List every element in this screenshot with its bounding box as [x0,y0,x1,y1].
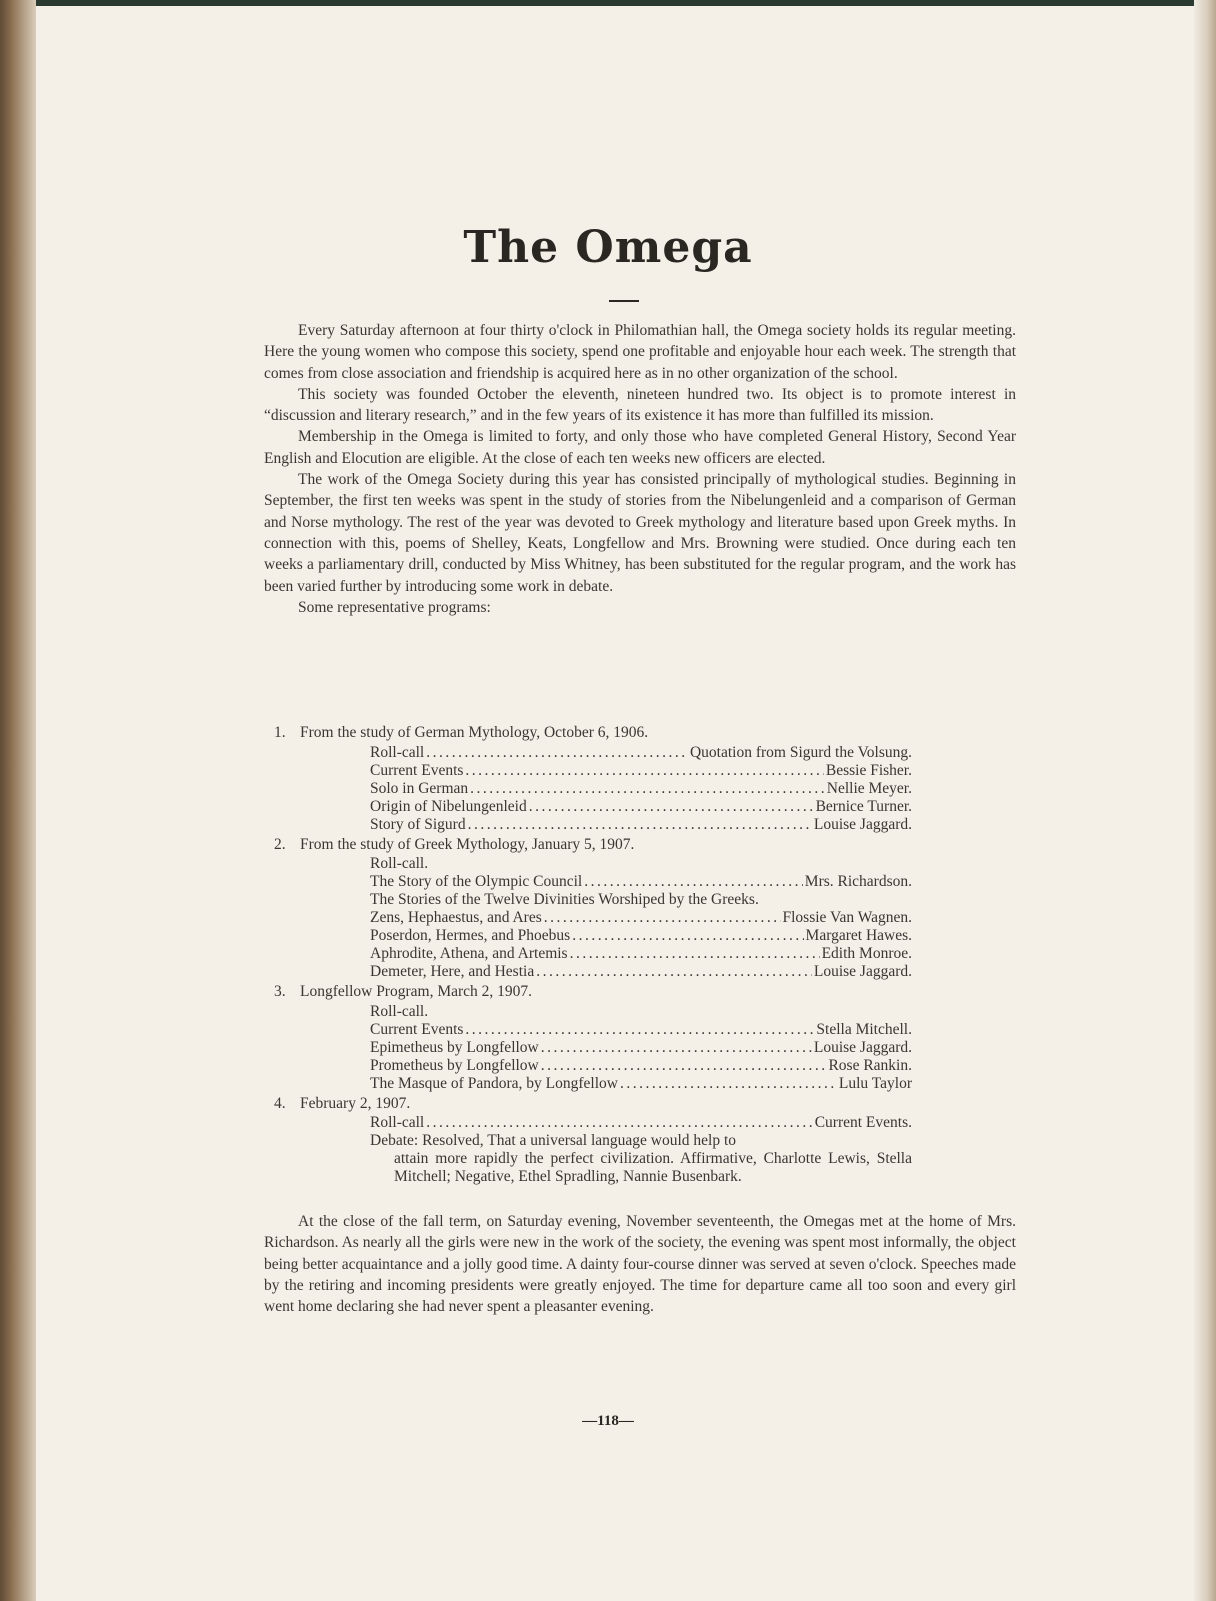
program-entry: Roll-call ..... Quotation from Sigurd the Volsung. [370,744,912,762]
closing-text [264,1211,1016,1317]
program-heading: 2. From the study of Greek Mythology, January 5, 1907. [274,835,635,853]
program-entry: Zens, Hephaestus, and Ares ..... Flossie Van Wagnen. [370,909,912,927]
program-entry: The Story of the Olympic Council ..... Mrs. Richardson. [370,873,912,891]
program-entry: Solo in German ..... Nellie Meyer. [370,780,912,798]
program-1 [264,722,1016,834]
program-3 [264,981,1016,1093]
paragraph-work: The work of the Omega Society during this year has consisted principally of mythological studies. Beginning in September, the first ten weeks was spent in the study of stories from the Nibelungenleid and a comparison of German and Norse mythology. The rest of the year was devoted to Greek mythology and literature based upon Greek myths. In connection with this, poems of Shelley, Keats, Longfellow and Mrs. Browning were studied. Once during each ten weeks a parliamentary drill, conducted by Miss Whitney, has been substituted for the regular program, and the work has been varied further by introducing some work in debate. [264,471,1016,595]
program-entry: Roll-call. [370,1002,429,1020]
program-entry: Current Events ..... Stella Mitchell. [370,1021,912,1039]
program-entry: Demeter, Here, and Hestia ..... Louise Jaggard. [370,963,912,981]
program-entries [264,855,912,981]
program-entry: Roll-call. [370,855,429,872]
title-rule [609,300,639,302]
program-4 [264,1093,1016,1187]
debate-continuation: attain more rapidly the perfect civilization. Affirmative, Charlotte Lewis, Stella Mitchell; Negative, Ethel Spradling, Nannie Busenbark. [394,1150,912,1185]
program-heading: 1. From the study of German Mythology, October 6, 1906. [274,724,649,741]
program-2 [264,834,1016,982]
program-entries [264,744,912,834]
program-entry: Poserdon, Hermes, and Phoebus ..... Margaret Hawes. [370,927,912,945]
paragraph-programs-intro: Some representative programs: [298,598,491,616]
page-number: —118— [582,1413,634,1429]
program-entry: The Masque of Pandora, by Longfellow ..... Lulu Taylor [370,1075,912,1093]
program-entry: Aphrodite, Athena, and Artemis ..... Edith Monroe. [370,945,912,963]
paragraph-meetings: Every Saturday afternoon at four thirty o'clock in Philomathian hall, the Omega society holds its regular meeting. Here the young women who compose this society, spend one profitable and enjoyable hour each week. The strength that comes from close association and friendship is acquired here as in no other organization of the school. [264,322,1016,382]
page-top-edge [0,0,1216,6]
paragraph-membership: Membership in the Omega is limited to forty, and only those who have completed General History, Second Year English and Elocution are eligible. At the close of each ten weeks new officers are elected. [264,428,1016,467]
program-entry: Epimetheus by Longfellow ..... Louise Jaggard. [370,1039,912,1057]
program-entries [264,1114,912,1186]
program-entries [264,1003,912,1093]
debate-entry: Debate: Resolved, That a universal language would help to [370,1132,737,1149]
program-entry: Prometheus by Longfellow ..... Rose Rankin. [370,1057,912,1075]
programs-list [264,722,1016,1186]
program-entry: Story of Sigurd ..... Louise Jaggard. [370,816,912,834]
page-title: The Omega [463,222,753,273]
paragraph-founding: This society was founded October the eleventh, nineteen hundred two. Its object is to promote interest in “discussion and literary research,” and in the few years of its existence it has more than fulfilled its mission. [264,385,1016,425]
paragraph-closing: At the close of the fall term, on Saturday evening, November seventeenth, the Omegas met at the home of Mrs. Richardson. As nearly all the girls were new in the work of the society, the evening was spent most informally, the object being better acquaintance and a jolly good time. A dainty four-course dinner was served at seven o'clock. Speeches made by the retiring and incoming presidents were greatly enjoyed. The time for departure came all too soon and every girl went home declaring she had never spent a pleasanter evening. [264,1213,1016,1316]
intro-text [264,320,1016,618]
program-heading: 3. Longfellow Program, March 2, 1907. [274,983,533,1000]
program-entry: The Stories of the Twelve Divinities Worshiped by the Greeks. [370,891,759,908]
program-entry: Origin of Nibelungenleid ..... Bernice Turner. [370,798,912,816]
program-entry: Roll-call ..... Current Events. [370,1114,912,1132]
program-entry: Current Events ..... Bessie Fisher. [370,762,912,780]
program-heading: 4. February 2, 1907. [274,1094,411,1112]
